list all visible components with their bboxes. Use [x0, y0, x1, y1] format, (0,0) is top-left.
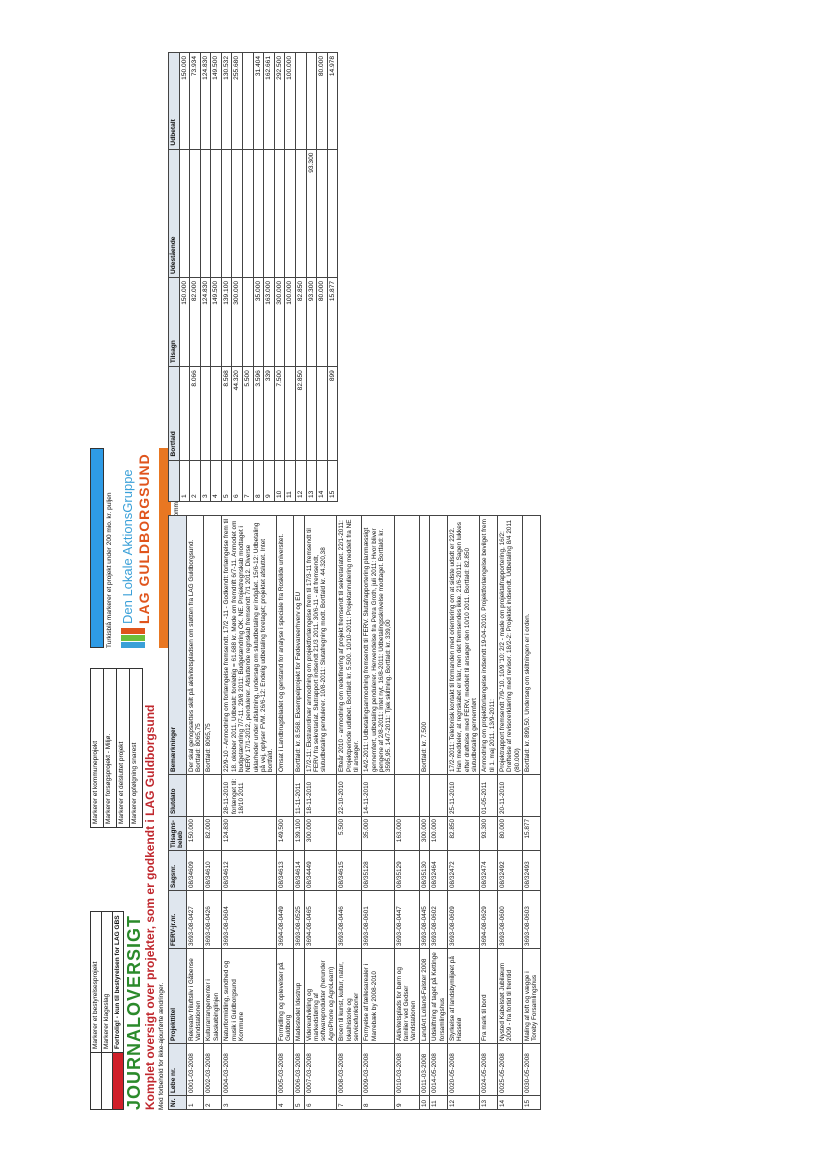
side-row [243, 53, 254, 502]
cell-notes: 17/2-2011: Telefonisk kontakt til formanden med orientering om at sidste udsdt er 22/2. Han meddeler, at regnskabet er klar, men det fremsendes ikke. 21/6-2011: Sagen lukkes efter drøftelse med FERV, meddelt til ansøger den 10/10 2011. Bortfald: 82.850 slutudbetaling gennemført [447, 516, 479, 775]
table-row [186, 516, 204, 1110]
legend-logo-block [90, 448, 180, 648]
cell-lobe: 0005-03-2008 [276, 1044, 294, 1096]
cell-ferv: 3693-08-0602 [430, 891, 448, 949]
cell-nr: 12 [447, 1096, 479, 1110]
cell-slut: 20-11-2010 [498, 775, 523, 817]
side-cell-udestaende [179, 149, 190, 277]
rotated-sheet [84, 18, 724, 1118]
page-title: JOURNALOVERSIGT [124, 914, 144, 1110]
side-cell-udestaende [274, 149, 285, 277]
cell-lobe: 0001-03-2008 [186, 1044, 204, 1096]
cell-slut: 11-11-2011 [294, 775, 304, 817]
cell-nr: 15 [523, 1096, 541, 1110]
cell-sag: 08/34615 [337, 851, 362, 891]
cell-sag: 08/35129 [394, 851, 419, 891]
side-cell-nr: 4 [211, 460, 222, 501]
cell-belob: 93.300 [480, 817, 498, 851]
side-cell-udbetalt: 292.500 [274, 53, 285, 150]
cell-ferv: 3693-08-0603 [523, 891, 541, 949]
side-cell-bortfald [211, 367, 222, 460]
cell-ferv: 3693-08-0426 [204, 891, 222, 949]
side-cell-nr: 3 [200, 460, 211, 501]
legend-label-2: Markerer klageslag [102, 912, 113, 1053]
cell-nr: 10 [419, 1096, 429, 1110]
financial-body [179, 53, 338, 502]
cell-title: LandArt Lolland-Falster 2008 [419, 949, 429, 1044]
cell-slut [204, 775, 222, 817]
cell-belob: 300.000 [419, 817, 429, 851]
cell-slut [523, 775, 541, 817]
legend-label-3: Fortrolig! - kun til bestyrelsen for LAG GBS [113, 912, 124, 1053]
side-cell-bortfald: 3.596 [253, 367, 264, 460]
side-cell-tilsagn: 139.100 [221, 277, 232, 366]
cell-belob: 82.000 [204, 817, 222, 851]
subheading: Med forbehold for ikke-ajourførte ændringer. [158, 982, 165, 1110]
cell-belob: 5.500 [337, 817, 362, 851]
side-row [179, 53, 190, 502]
side-cell-udbetalt: 80.000 [317, 53, 328, 150]
side-col-header: Udbetalt [169, 53, 180, 150]
side-cell-tilsagn: 300.000 [232, 277, 243, 366]
cell-nr: 1 [186, 1096, 204, 1110]
side-cell-bortfald: 44.320 [232, 367, 243, 460]
cell-lobe: 0024-05-2008 [480, 1044, 498, 1096]
cell-title: Udskiftning af taget på Kettinge forsamlingshus [430, 949, 448, 1044]
cell-ferv: 3693-08-0525 [294, 891, 304, 949]
side-cell-udestaende [253, 149, 264, 277]
cell-title: Kulturarrangementer i Sakskøbinglinjen [204, 949, 222, 1044]
side-col-header: Bortfald [169, 367, 180, 460]
cell-notes: Bortfald: kr. 899,50. Undersøg om skiltningen er i orden. [523, 516, 541, 775]
legend-swatch-2 [102, 1053, 113, 1110]
side-cell-bortfald: 899 [327, 367, 338, 460]
side-cell-nr: 13 [306, 460, 317, 501]
cell-ferv: 3693-08-0601 [362, 891, 394, 949]
legend2-item-1: Markerer et kommuneprojekt [90, 668, 103, 828]
legend2-item-2: Markerer forsøgsprojekt - Miljø. [103, 668, 116, 828]
side-cell-nr: 7 [243, 460, 254, 501]
logo-line2: LAG GULDBORGSUND [136, 453, 153, 624]
legend-left [90, 840, 124, 1110]
side-cell-nr: 14 [317, 460, 328, 501]
side-cell-udbetalt [306, 53, 317, 150]
cell-sag: 08/32472 [447, 851, 479, 891]
cell-belob: 150.000 [186, 817, 204, 851]
cell-slut: 01-05-2011 [480, 775, 498, 817]
side-cell-nr: 8 [253, 460, 264, 501]
side-cell-nr: 6 [232, 460, 243, 501]
cell-notes: Bortfald: 8065,75 [204, 516, 222, 775]
side-cell-tilsagn: 163.000 [264, 277, 275, 366]
side-cell-nr: 9 [264, 460, 275, 501]
cell-slut: 28-11-2010 forlænget til: 18/10 2011 [222, 775, 277, 817]
cell-notes: 14/2-2011: Udbetalingsanmodning fremsendt til FERV. Slutafrapportering planmæssigt gennemført, udbetaling pendulerer. Henvendelse fra Petra Groth, juli 2011: Hvor bliver pengene af 2/8-2011: Intet nyt. 16/8-2011: Udbetalingsskrivelse modtaget. Bortfald: kr. 3595,95. 14/7-2011: Tjek skiltning. Bortfald: kr. 339,00 [362, 516, 394, 775]
cell-lobe: 0006-03-2008 [294, 1044, 304, 1096]
cell-title: Formidling og oplevelser på Guldborg [276, 949, 294, 1044]
side-cell-bortfald: 82.850 [295, 367, 306, 460]
cell-notes: Projektrapport fremsendt 7/9-'10. 10/9 '10: 2/2 - made om projektafrapportering, 16/2: Drøftelse af revisorerklæring med revisor. 18/2-2: Projektet indsendt. Udbetaling 8/4 2011 (80.000) [498, 516, 523, 775]
side-header-row [169, 53, 180, 502]
cell-lobe: 0014-05-2008 [430, 1044, 448, 1096]
cell-slut: 22-10-2010 [337, 775, 362, 817]
cell-sag: 08/34609 [186, 851, 204, 891]
table-header-row [169, 516, 187, 1110]
table-row [394, 516, 419, 1110]
cell-sag: 08/32493 [523, 851, 541, 891]
cell-title: Rekreativ friluftsliv i Gåbense Vandstationen [186, 949, 204, 1044]
cell-ferv: 3693-08-0604 [222, 891, 277, 949]
side-cell-udbetalt: 31.404 [253, 53, 264, 150]
cell-notes: 22/9-10 - Anmodning om forlængelse fremsendt. 17/2 -11 - Godkendt: forlængelse frem til 18. oktober 2011. Udbetalt: foreløbig = 61.688 kr. Møde om fremdrift 6/7-11. Anmodet om budgetændring 7/7-11. 29/8 2011: Budgetændring OK. NE. Projektregnskab modtaget i NERV 17/1-2012, pendulerer. Afsluttende regnskab fremsendt 7/1 2012. Diverse uklarheder under afslutning, undersøg om slutudbetaling er indgået. 15/6-12: Udbetaling på vej, oplyser FVM. 26/6-12: Endelig udbetaling foretaget; projektet afsluttet. Intet bortfald. [222, 516, 277, 775]
cell-belob: 15.877 [523, 817, 541, 851]
side-row [221, 53, 232, 502]
projects-body [186, 516, 540, 1110]
side-cell-bortfald: 7.500 [274, 367, 285, 460]
cell-lobe: 0008-03-2008 [337, 1044, 362, 1096]
side-cell-tilsagn: 35.000 [253, 277, 264, 366]
side-cell-udestaende [264, 149, 275, 277]
cell-notes [394, 516, 419, 775]
side-row [200, 53, 211, 502]
cell-belob: 163.000 [394, 817, 419, 851]
cell-belob: 124.830 [222, 817, 277, 851]
cell-title: Nysted Kabelstøt Jubilæum 2009 - fra fortid til fremtid [498, 949, 523, 1044]
cell-slut: 14-11-2010 [362, 775, 394, 817]
side-row [190, 53, 201, 502]
cell-lobe: 0002-03-2008 [204, 1044, 222, 1096]
cell-sag: 08/34449 [304, 851, 336, 891]
side-cell-udbetalt: 124.830 [200, 53, 211, 150]
cell-ferv: 3693-08-0609 [447, 891, 479, 949]
legend-swatch-3 [113, 1053, 124, 1110]
table-row [480, 516, 498, 1110]
side-cell-udbetalt [295, 53, 306, 150]
cell-notes: Omsat i Landbrugsbladet og genstand for analyse i speciale fra Roskilde universitet. [276, 516, 294, 775]
cell-ferv: 3694-08-0465 [304, 891, 336, 949]
side-cell-tilsagn: 100.000 [285, 277, 296, 366]
side-cell-nr: 12 [295, 460, 306, 501]
cell-title: Styrkelse af landsbymiljøet på Hasselø [447, 949, 479, 1044]
logo-bars-icon [121, 628, 145, 648]
cell-slut [430, 775, 448, 817]
heading: Komplet oversigt over projekter, som er godkendt i LAG Guldborgsund [143, 704, 157, 1110]
legend-swatch-1 [91, 1053, 102, 1110]
side-row [285, 53, 296, 502]
cell-title: Videreudvikling og markedsføring af softwareprodukter (herunder AgroPhone og AgroLearn) [304, 949, 336, 1044]
side-cell-udestaende [327, 149, 338, 277]
side-row [306, 53, 317, 502]
cell-notes: Anmodning om projektforlængelse indsendt 19-04-2010. Projektforlængelse bevilget frem til 1. maj 2011. 13/9-2011: [480, 516, 498, 775]
side-cell-tilsagn [243, 277, 254, 366]
table-row [337, 516, 362, 1110]
cell-sag: 08/32474 [480, 851, 498, 891]
cell-ferv: 3693-08-0600 [498, 891, 523, 949]
side-cell-udestaende: 93.300 [306, 149, 317, 277]
cell-slut [186, 775, 204, 817]
side-cell-udestaende [200, 149, 211, 277]
cell-sag: 08/32464 [430, 851, 448, 891]
cell-ferv: 3694-08-0449 [276, 891, 294, 949]
cell-sag: 08/34614 [294, 851, 304, 891]
side-cell-udbetalt [243, 53, 254, 150]
side-cell-bortfald [179, 367, 190, 460]
side-cell-tilsagn: 82.850 [295, 277, 306, 366]
table-row [523, 516, 541, 1110]
side-cell-nr: 15 [327, 460, 338, 501]
projects-table [168, 515, 541, 1110]
cell-nr: 11 [430, 1096, 448, 1110]
cell-lobe: 0020-05-2008 [447, 1044, 479, 1096]
cell-notes: Bortfald: kr. 8.568. Eksempelprojekt for Fødevareerhverv og EU [294, 516, 304, 775]
col-header: Sagsnr. [169, 851, 187, 891]
cell-nr: 8 [362, 1096, 394, 1110]
side-cell-udestaende [211, 149, 222, 277]
side-cell-udestaende [243, 149, 254, 277]
cell-belob: 35.000 [362, 817, 394, 851]
cell-sag: 08/34613 [276, 851, 294, 891]
side-cell-udbetalt: 149.500 [211, 53, 222, 150]
side-cell-tilsagn: 93.300 [306, 277, 317, 366]
side-cell-udbetalt: 73.934 [190, 53, 201, 150]
side-cell-tilsagn: 300.000 [274, 277, 285, 366]
side-cell-udestaende [285, 149, 296, 277]
cell-belob: 300.000 [304, 817, 336, 851]
col-header: Slutdato [169, 775, 187, 817]
cell-title: Fornyelse af fællesarealer i Marrebæk by 2008-2010 [362, 949, 394, 1044]
side-cell-bortfald [285, 367, 296, 460]
cell-lobe: 0011-03-2008 [419, 1044, 429, 1096]
cell-nr: 7 [337, 1096, 362, 1110]
side-cell-udbetalt: 130.532 [221, 53, 232, 150]
side-cell-udestaende [317, 149, 328, 277]
col-header: Projekttitel [169, 949, 187, 1044]
table-row [222, 516, 277, 1110]
side-cell-bortfald [317, 367, 328, 460]
side-row [274, 53, 285, 502]
cell-ferv: 3693-08-0447 [394, 891, 419, 949]
side-cell-udestaende [221, 149, 232, 277]
side-cell-bortfald: 8.066 [190, 367, 201, 460]
cell-notes: Der skal genopsættes skilt på aktivitetspladsen om støtten fra LAG Guldborgsund. Bortfald: 8065,75 [186, 516, 204, 775]
side-row [295, 53, 306, 502]
side-cell-tilsagn: 82.000 [190, 277, 201, 366]
cell-sag: 08/34610 [204, 851, 222, 891]
cell-lobe: 0030-05-2008 [523, 1044, 541, 1096]
table-row [204, 516, 222, 1110]
side-cell-udbetalt: 14.978 [327, 53, 338, 150]
cell-belob: 100.000 [430, 817, 448, 851]
table-row [276, 516, 294, 1110]
table-row [419, 516, 429, 1110]
cell-belob: 149.500 [276, 817, 294, 851]
side-cell-udestaende [190, 149, 201, 277]
side-cell-udbetalt: 255.680 [232, 53, 243, 150]
side-cell-tilsagn: 150.000 [179, 277, 190, 366]
cell-title: Maling af loft og vægge i Toreby Forsamlingshus [523, 949, 541, 1044]
side-cell-tilsagn: 149.500 [211, 277, 222, 366]
cell-ferv: 3693-08-0446 [337, 891, 362, 949]
side-col-header: Tilsagn [169, 277, 180, 366]
cell-nr: 14 [498, 1096, 523, 1110]
side-cell-bortfald: 339 [264, 367, 275, 460]
cell-ferv: 3693-08-0427 [186, 891, 204, 949]
legend-label-1: Markerer et bestyrelsesprojekt [91, 912, 102, 1053]
side-row [264, 53, 275, 502]
cell-lobe: 0004-03-2008 [222, 1044, 277, 1096]
cell-notes: Efteår 2010 - anmodning om redefinering af projekt fremsendt til sekretariatet. 22/1-2011: Projektperiode udløbet. Bortfald: kr. 5.500. 10/10-2011: Projektannullering meddelt fra NE til ansøger. [337, 516, 362, 775]
logo-line1: Den Lokale AktionsGruppe [120, 469, 136, 624]
side-cell-tilsagn: 15.877 [327, 277, 338, 366]
side-cell-nr: 2 [190, 460, 201, 501]
cell-slut [419, 775, 429, 817]
cell-sag: 08/32492 [498, 851, 523, 891]
table-row [362, 516, 394, 1110]
side-cell-tilsagn: 80.000 [317, 277, 328, 366]
cell-sag: 08/34612 [222, 851, 277, 891]
side-row [253, 53, 264, 502]
side-cell-nr: 10 [274, 460, 285, 501]
cell-lobe: 0010-03-2008 [394, 1044, 419, 1096]
cell-belob: 139.100 [294, 817, 304, 851]
cell-nr: 2 [204, 1096, 222, 1110]
side-cell-udbetalt: 162.661 [264, 53, 275, 150]
side-cell-udestaende [295, 149, 306, 277]
legend-right [90, 668, 143, 828]
financial-table [168, 52, 338, 502]
cell-lobe: 0007-03-2008 [304, 1044, 336, 1096]
side-cell-udbetalt: 150.000 [179, 53, 190, 150]
cell-nr: 13 [480, 1096, 498, 1110]
col-header: Løbe nr. [169, 1044, 187, 1096]
cell-notes: Bortfald: kr. 7.500 [419, 516, 429, 775]
cell-notes: 17/2-11: Ekstraordinær anmodning om projektforlængelse frem til 17/3-11 fremsendt til FERV fra sekretariat. Slutrapport indsendt 21/3 2011. 30/6-11 - alt fremsendt, slutudbetaling pendulerer. 10/8-2011: Slutafregning modt. Bortfald kr. 44.320,38 [304, 516, 336, 775]
turquoise-label: Turkisblå markerer et projekt under 200 mio. kr. puljen [106, 492, 113, 648]
table-row [304, 516, 336, 1110]
cell-nr: 5 [294, 1096, 304, 1110]
legend2-item-3: Markerer et delsluttet projekt [116, 668, 129, 828]
col-header: Bemærkninger [169, 516, 187, 775]
cell-belob: 82.850 [447, 817, 479, 851]
cell-slut [276, 775, 294, 817]
cell-slut [394, 775, 419, 817]
cell-ferv: 3694-08-0629 [480, 891, 498, 949]
table-row [294, 516, 304, 1110]
col-header: Nr. [169, 1096, 187, 1110]
side-row [211, 53, 222, 502]
side-cell-nr: 1 [179, 460, 190, 501]
side-row [232, 53, 243, 502]
side-cell-udbetalt: 100.000 [285, 53, 296, 150]
cell-ferv: 3693-08-0445 [419, 891, 429, 949]
table-row [498, 516, 523, 1110]
lag-logo [121, 448, 152, 648]
side-cell-bortfald: 5.500 [243, 367, 254, 460]
cell-title: Fra mark til bord [480, 949, 498, 1044]
side-col-header: Udestående [169, 149, 180, 277]
side-row [317, 53, 328, 502]
cell-nr: 3 [222, 1096, 277, 1110]
side-col-header [169, 460, 180, 501]
cell-belob: 80.000 [498, 817, 523, 851]
cell-lobe: 0009-03-2008 [362, 1044, 394, 1096]
legend2-item-4: Markerer opfølgning snarest [129, 668, 143, 828]
cell-slut: 25-11-2010 [447, 775, 479, 817]
side-cell-bortfald [200, 367, 211, 460]
cell-title: Aktivitetsplads for børn og familier ved Gedser Vandstationen [394, 949, 419, 1044]
cell-nr: 9 [394, 1096, 419, 1110]
cell-sag: 08/35128 [362, 851, 394, 891]
cell-sag: 08/35130 [419, 851, 429, 891]
cell-slut: 18-11-2010 [304, 775, 336, 817]
side-cell-nr: 5 [221, 460, 232, 501]
cell-notes [430, 516, 448, 775]
cell-lobe: 0025-05-2008 [498, 1044, 523, 1096]
cell-title: Broen til kunst, kultur, natur, lokalhistorie og servicefunktioner [337, 949, 362, 1044]
turquoise-swatch [90, 448, 104, 648]
col-header: FERV-jr.nr. [169, 891, 187, 949]
cell-title: Madestedet Idestrup [294, 949, 304, 1044]
side-cell-bortfald [306, 367, 317, 460]
side-cell-nr: 11 [285, 460, 296, 501]
table-row [430, 516, 448, 1110]
table-row [447, 516, 479, 1110]
cell-title: Naturformidling, sundhed og musik i Guldborgsund Kommune [222, 949, 277, 1044]
side-cell-udestaende [232, 149, 243, 277]
cell-nr: 4 [276, 1096, 294, 1110]
cell-nr: 6 [304, 1096, 336, 1110]
side-cell-bortfald: 8.568 [221, 367, 232, 460]
col-header: Tilsagns-beløb [169, 817, 187, 851]
side-row [327, 53, 338, 502]
side-cell-tilsagn: 124.830 [200, 277, 211, 366]
